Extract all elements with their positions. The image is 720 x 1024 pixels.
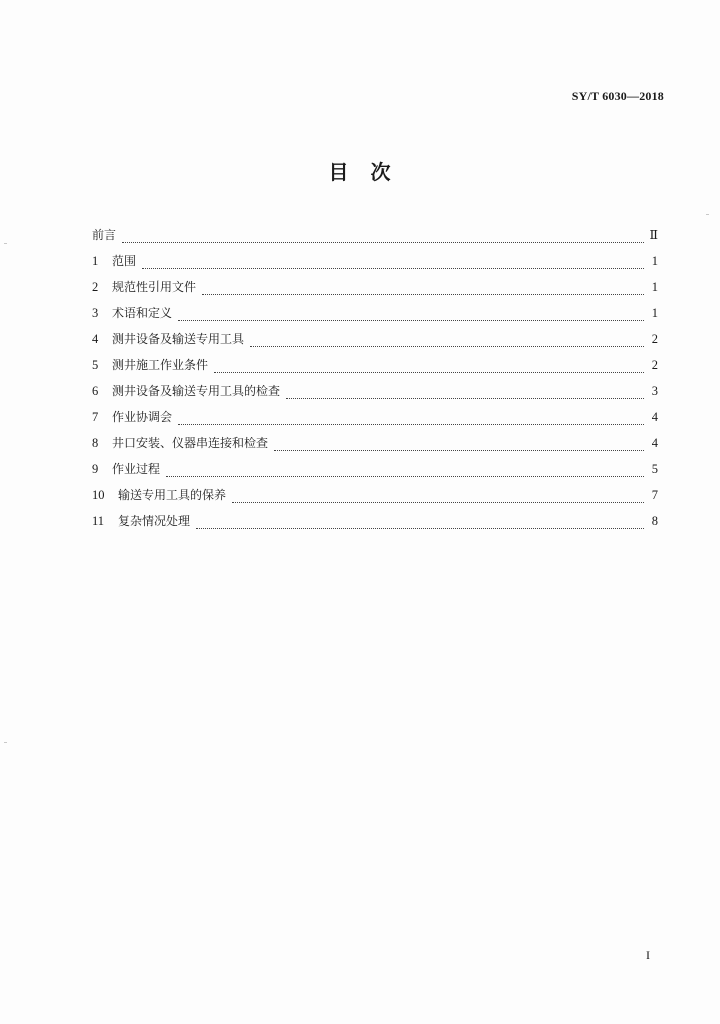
toc-entry-7[interactable]	[92, 408, 658, 434]
toc-entry-page: 3	[651, 384, 658, 398]
toc-entry-5[interactable]	[92, 356, 658, 382]
toc-entry-label: 测井设备及输送专用工具的检查	[112, 384, 281, 398]
toc-leader-dots	[178, 310, 644, 321]
toc-leader-dots	[232, 492, 644, 503]
toc-leader-dots	[250, 336, 644, 347]
toc-entry-8[interactable]	[92, 434, 658, 460]
toc-entry-number: 5	[92, 358, 99, 372]
standard-code: SY/T 6030—2018	[571, 89, 664, 103]
toc-entry-page: 8	[651, 514, 658, 528]
toc-entry-label: 井口安装、仪器串连接和检查	[112, 436, 269, 450]
toc-entry-4[interactable]	[92, 330, 658, 356]
toc-entry-label: 术语和定义	[112, 306, 173, 320]
toc-entry-label: 范围	[112, 254, 137, 268]
toc-entry-page: 2	[651, 332, 658, 346]
toc-entry-page: 1	[651, 254, 658, 268]
toc-leader-dots	[178, 414, 644, 425]
toc-entry-label: 作业过程	[112, 462, 161, 476]
toc-entry-page: Ⅱ	[649, 228, 658, 242]
toc-entry-1[interactable]	[92, 252, 658, 278]
toc-leader-dots	[202, 284, 644, 295]
toc-entry-label: 规范性引用文件	[112, 280, 197, 294]
toc-entry-number: 9	[92, 462, 99, 476]
toc-entry-3[interactable]	[92, 304, 658, 330]
toc-entry-page: 1	[651, 306, 658, 320]
scan-speck	[4, 243, 7, 244]
toc-entry-number: 10	[92, 488, 105, 502]
toc-leader-dots	[214, 362, 644, 373]
toc-leader-dots	[196, 518, 644, 529]
toc-entry-page: 7	[651, 488, 658, 502]
toc-title: 目 次	[328, 160, 392, 184]
toc-entry-10[interactable]	[92, 486, 658, 512]
toc-entry-number: 6	[92, 384, 99, 398]
toc-entry-number: 1	[92, 254, 99, 268]
toc-entry-2[interactable]	[92, 278, 658, 304]
toc-entry-page: 1	[651, 280, 658, 294]
toc-entry-number: 3	[92, 306, 99, 320]
toc-entry-page: 4	[651, 410, 658, 424]
scan-speck	[706, 214, 709, 215]
toc-entry-6[interactable]	[92, 382, 658, 408]
toc-entry-foreword[interactable]	[92, 226, 658, 252]
toc-entry-page: 2	[651, 358, 658, 372]
toc-entry-9[interactable]	[92, 460, 658, 486]
toc-entry-page: 4	[651, 436, 658, 450]
toc-leader-dots	[286, 388, 644, 399]
toc-entry-label: 作业协调会	[112, 410, 173, 424]
table-of-contents	[92, 226, 658, 538]
toc-leader-dots	[166, 466, 644, 477]
toc-entry-label: 输送专用工具的保养	[118, 488, 227, 502]
toc-entry-label: 测井施工作业条件	[112, 358, 209, 372]
toc-entry-number: 8	[92, 436, 99, 450]
toc-leader-dots	[142, 258, 644, 269]
toc-entry-label: 复杂情况处理	[118, 514, 191, 528]
toc-entry-label: 测井设备及输送专用工具	[112, 332, 245, 346]
toc-entry-number: 7	[92, 410, 99, 424]
toc-entry-label: 前言	[92, 228, 117, 242]
scan-speck	[4, 742, 7, 743]
toc-leader-dots	[274, 440, 644, 451]
page-number: I	[646, 948, 650, 962]
toc-entry-number: 11	[92, 514, 105, 528]
toc-entry-number: 4	[92, 332, 99, 346]
toc-entry-number: 2	[92, 280, 99, 294]
toc-entry-page: 5	[651, 462, 658, 476]
toc-entry-11[interactable]	[92, 512, 658, 538]
toc-leader-dots	[122, 232, 644, 243]
